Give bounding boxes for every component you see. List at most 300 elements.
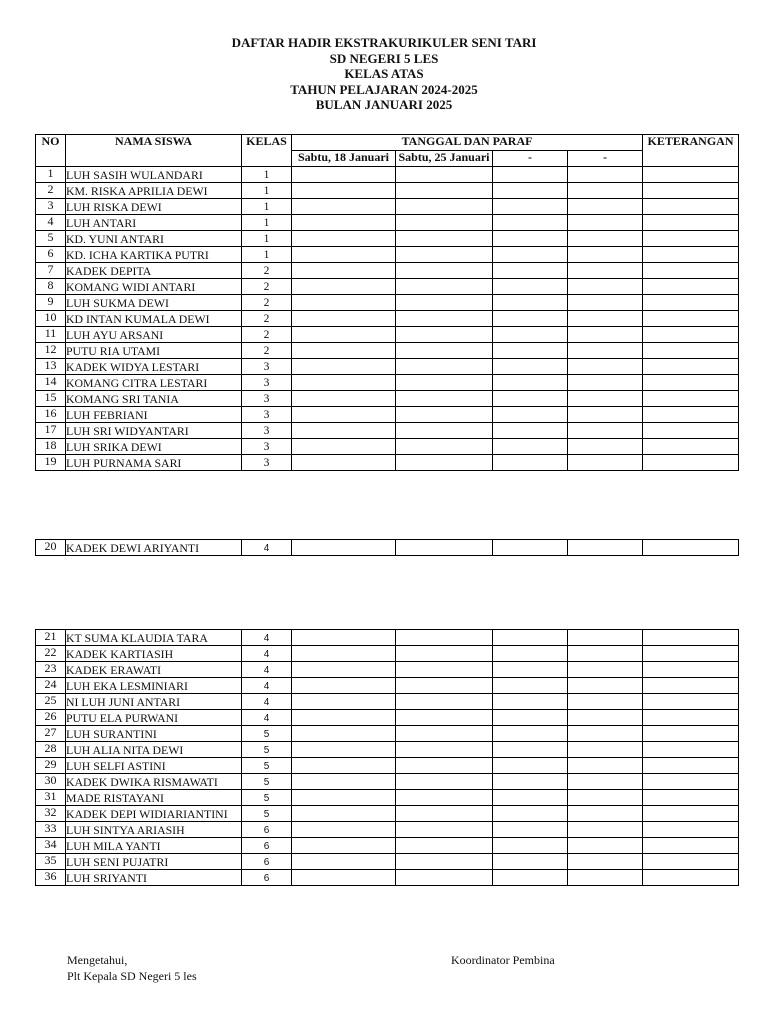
table-row bbox=[36, 327, 739, 343]
paraf-cell-2 bbox=[396, 359, 493, 375]
paraf-cell-2 bbox=[396, 774, 493, 790]
student-no: 4 bbox=[36, 215, 66, 231]
paraf-cell-2 bbox=[396, 630, 493, 646]
table-body-single bbox=[36, 540, 739, 556]
student-name: LUH SINTYA ARIASIH bbox=[66, 822, 242, 838]
student-kelas: 4 bbox=[242, 540, 292, 556]
table-row bbox=[36, 710, 739, 726]
paraf-cell-2 bbox=[396, 870, 493, 886]
student-name: KADEK WIDYA LESTARI bbox=[66, 359, 242, 375]
student-kelas: 1 bbox=[242, 247, 292, 263]
student-kelas: 4 bbox=[242, 646, 292, 662]
paraf-cell-2 bbox=[396, 758, 493, 774]
paraf-cell-2 bbox=[396, 646, 493, 662]
student-kelas: 3 bbox=[242, 359, 292, 375]
paraf-cell-4 bbox=[568, 540, 643, 556]
table-row bbox=[36, 646, 739, 662]
student-no: 33 bbox=[36, 822, 66, 838]
coordinator-label: Koordinator Pembina bbox=[451, 953, 555, 967]
student-no: 29 bbox=[36, 758, 66, 774]
keterangan-cell bbox=[643, 662, 739, 678]
paraf-cell-2 bbox=[396, 806, 493, 822]
paraf-cell-4 bbox=[568, 423, 643, 439]
student-kelas: 5 bbox=[242, 758, 292, 774]
paraf-cell-2 bbox=[396, 854, 493, 870]
paraf-cell-4 bbox=[568, 391, 643, 407]
keterangan-cell bbox=[643, 279, 739, 295]
paraf-cell-1 bbox=[292, 742, 396, 758]
paraf-cell-4 bbox=[568, 327, 643, 343]
student-kelas: 6 bbox=[242, 838, 292, 854]
keterangan-cell bbox=[643, 726, 739, 742]
table-row bbox=[36, 167, 739, 183]
student-kelas: 2 bbox=[242, 263, 292, 279]
table-row bbox=[36, 279, 739, 295]
paraf-cell-2 bbox=[396, 391, 493, 407]
paraf-cell-3 bbox=[493, 391, 568, 407]
header-kelas: KELAS bbox=[242, 135, 292, 167]
paraf-cell-4 bbox=[568, 247, 643, 263]
table-row bbox=[36, 854, 739, 870]
paraf-cell-3 bbox=[493, 327, 568, 343]
paraf-cell-2 bbox=[396, 790, 493, 806]
paraf-cell-2 bbox=[396, 455, 493, 471]
table-row bbox=[36, 630, 739, 646]
paraf-cell-4 bbox=[568, 199, 643, 215]
student-name: KM. RISKA APRILIA DEWI bbox=[66, 183, 242, 199]
student-kelas: 5 bbox=[242, 790, 292, 806]
student-name: LUH SRI WIDYANTARI bbox=[66, 423, 242, 439]
paraf-cell-1 bbox=[292, 183, 396, 199]
paraf-cell-1 bbox=[292, 343, 396, 359]
paraf-cell-1 bbox=[292, 870, 396, 886]
student-kelas: 4 bbox=[242, 678, 292, 694]
table-row bbox=[36, 423, 739, 439]
paraf-cell-1 bbox=[292, 646, 396, 662]
student-name: LUH SENI PUJATRI bbox=[66, 854, 242, 870]
student-name: KADEK KARTIASIH bbox=[66, 646, 242, 662]
student-no: 35 bbox=[36, 854, 66, 870]
student-no: 8 bbox=[36, 279, 66, 295]
paraf-cell-1 bbox=[292, 540, 396, 556]
student-name: KADEK ERAWATI bbox=[66, 662, 242, 678]
table-row bbox=[36, 231, 739, 247]
paraf-cell-3 bbox=[493, 343, 568, 359]
paraf-cell-2 bbox=[396, 215, 493, 231]
keterangan-cell bbox=[643, 790, 739, 806]
keterangan-cell bbox=[643, 838, 739, 854]
table-row bbox=[36, 215, 739, 231]
student-kelas: 4 bbox=[242, 694, 292, 710]
paraf-cell-4 bbox=[568, 359, 643, 375]
paraf-cell-3 bbox=[493, 822, 568, 838]
keterangan-cell bbox=[643, 540, 739, 556]
student-no: 21 bbox=[36, 630, 66, 646]
paraf-cell-1 bbox=[292, 838, 396, 854]
table-row bbox=[36, 407, 739, 423]
paraf-cell-3 bbox=[493, 646, 568, 662]
student-no: 12 bbox=[36, 343, 66, 359]
paraf-cell-2 bbox=[396, 327, 493, 343]
student-no: 15 bbox=[36, 391, 66, 407]
student-no: 24 bbox=[36, 678, 66, 694]
paraf-cell-4 bbox=[568, 455, 643, 471]
paraf-cell-3 bbox=[493, 199, 568, 215]
student-no: 14 bbox=[36, 375, 66, 391]
keterangan-cell bbox=[643, 375, 739, 391]
paraf-cell-3 bbox=[493, 540, 568, 556]
paraf-cell-2 bbox=[396, 183, 493, 199]
paraf-cell-3 bbox=[493, 790, 568, 806]
student-kelas: 2 bbox=[242, 311, 292, 327]
paraf-cell-4 bbox=[568, 343, 643, 359]
title-line-5: BULAN JANUARI 2025 bbox=[315, 97, 453, 113]
paraf-cell-4 bbox=[568, 870, 643, 886]
table-row bbox=[36, 742, 739, 758]
student-no: 5 bbox=[36, 231, 66, 247]
paraf-cell-4 bbox=[568, 694, 643, 710]
paraf-cell-4 bbox=[568, 630, 643, 646]
paraf-cell-3 bbox=[493, 630, 568, 646]
student-name: LUH PURNAMA SARI bbox=[66, 455, 242, 471]
paraf-cell-4 bbox=[568, 279, 643, 295]
paraf-cell-3 bbox=[493, 455, 568, 471]
student-name: KADEK DEPI WIDIARIANTINI bbox=[66, 806, 242, 822]
student-kelas: 3 bbox=[242, 407, 292, 423]
table-row bbox=[36, 806, 739, 822]
title-line-1: DAFTAR HADIR EKSTRAKURIKULER SENI TARI bbox=[231, 35, 537, 50]
title-line-2: SD NEGERI 5 LES bbox=[329, 50, 439, 66]
paraf-cell-2 bbox=[396, 263, 493, 279]
student-no: 9 bbox=[36, 295, 66, 311]
keterangan-cell bbox=[643, 678, 739, 694]
student-no: 30 bbox=[36, 774, 66, 790]
student-name: LUH FEBRIANI bbox=[66, 407, 242, 423]
keterangan-cell bbox=[643, 630, 739, 646]
student-no: 27 bbox=[36, 726, 66, 742]
student-no: 2 bbox=[36, 183, 66, 199]
student-name: NI LUH JUNI ANTARI bbox=[66, 694, 242, 710]
paraf-cell-4 bbox=[568, 439, 643, 455]
paraf-cell-3 bbox=[493, 838, 568, 854]
paraf-cell-4 bbox=[568, 838, 643, 854]
paraf-cell-1 bbox=[292, 263, 396, 279]
table-row bbox=[36, 678, 739, 694]
mengetahui-label: Mengetahui, bbox=[67, 953, 128, 967]
paraf-cell-1 bbox=[292, 694, 396, 710]
student-no: 17 bbox=[36, 423, 66, 439]
table-row bbox=[36, 311, 739, 327]
student-no: 36 bbox=[36, 870, 66, 886]
keterangan-cell bbox=[643, 183, 739, 199]
paraf-cell-3 bbox=[493, 806, 568, 822]
paraf-cell-3 bbox=[493, 183, 568, 199]
student-kelas: 2 bbox=[242, 295, 292, 311]
paraf-cell-2 bbox=[396, 279, 493, 295]
header-date-1: Sabtu, 18 Januari bbox=[292, 151, 396, 167]
paraf-cell-3 bbox=[493, 167, 568, 183]
student-name: LUH SUKMA DEWI bbox=[66, 295, 242, 311]
paraf-cell-3 bbox=[493, 295, 568, 311]
student-no: 28 bbox=[36, 742, 66, 758]
table-row bbox=[36, 295, 739, 311]
paraf-cell-4 bbox=[568, 678, 643, 694]
keterangan-cell bbox=[643, 263, 739, 279]
paraf-cell-2 bbox=[396, 694, 493, 710]
keterangan-cell bbox=[643, 854, 739, 870]
student-name: LUH AYU ARSANI bbox=[66, 327, 242, 343]
student-kelas: 3 bbox=[242, 423, 292, 439]
signature-left bbox=[67, 952, 197, 984]
paraf-cell-2 bbox=[396, 231, 493, 247]
paraf-cell-3 bbox=[493, 758, 568, 774]
paraf-cell-1 bbox=[292, 710, 396, 726]
paraf-cell-2 bbox=[396, 662, 493, 678]
table-row bbox=[36, 838, 739, 854]
paraf-cell-1 bbox=[292, 359, 396, 375]
table-row bbox=[36, 662, 739, 678]
keterangan-cell bbox=[643, 391, 739, 407]
paraf-cell-2 bbox=[396, 423, 493, 439]
paraf-cell-3 bbox=[493, 231, 568, 247]
paraf-cell-2 bbox=[396, 838, 493, 854]
student-name: KOMANG CITRA LESTARI bbox=[66, 375, 242, 391]
student-kelas: 2 bbox=[242, 343, 292, 359]
paraf-cell-4 bbox=[568, 646, 643, 662]
keterangan-cell bbox=[643, 646, 739, 662]
paraf-cell-1 bbox=[292, 375, 396, 391]
paraf-cell-3 bbox=[493, 678, 568, 694]
student-no: 25 bbox=[36, 694, 66, 710]
paraf-cell-2 bbox=[396, 678, 493, 694]
paraf-cell-3 bbox=[493, 694, 568, 710]
paraf-cell-2 bbox=[396, 540, 493, 556]
student-kelas: 3 bbox=[242, 455, 292, 471]
title-line-4: TAHUN PELAJARAN 2024-2025 bbox=[290, 81, 478, 97]
title-line-3: KELAS ATAS bbox=[344, 66, 424, 82]
student-name: LUH ALIA NITA DEWI bbox=[66, 742, 242, 758]
paraf-cell-1 bbox=[292, 806, 396, 822]
table-row bbox=[36, 726, 739, 742]
attendance-table-continued bbox=[35, 629, 739, 886]
student-name: PUTU RIA UTAMI bbox=[66, 343, 242, 359]
student-name: KD. YUNI ANTARI bbox=[66, 231, 242, 247]
paraf-cell-2 bbox=[396, 439, 493, 455]
paraf-cell-2 bbox=[396, 311, 493, 327]
keterangan-cell bbox=[643, 231, 739, 247]
paraf-cell-2 bbox=[396, 295, 493, 311]
student-name: MADE RISTAYANI bbox=[66, 790, 242, 806]
student-name: KD INTAN KUMALA DEWI bbox=[66, 311, 242, 327]
paraf-cell-3 bbox=[493, 215, 568, 231]
student-kelas: 6 bbox=[242, 870, 292, 886]
keterangan-cell bbox=[643, 742, 739, 758]
student-kelas: 1 bbox=[242, 215, 292, 231]
paraf-cell-1 bbox=[292, 311, 396, 327]
student-name: KADEK DEWI ARIYANTI bbox=[66, 540, 242, 556]
header-keterangan: KETERANGAN bbox=[643, 135, 739, 167]
student-no: 22 bbox=[36, 646, 66, 662]
paraf-cell-1 bbox=[292, 295, 396, 311]
paraf-cell-4 bbox=[568, 806, 643, 822]
student-kelas: 5 bbox=[242, 726, 292, 742]
paraf-cell-4 bbox=[568, 662, 643, 678]
student-no: 31 bbox=[36, 790, 66, 806]
keterangan-cell bbox=[643, 822, 739, 838]
student-name: LUH SRIKA DEWI bbox=[66, 439, 242, 455]
student-kelas: 1 bbox=[242, 167, 292, 183]
student-no: 1 bbox=[36, 167, 66, 183]
header-name: NAMA SISWA bbox=[66, 135, 242, 167]
student-no: 34 bbox=[36, 838, 66, 854]
student-kelas: 1 bbox=[242, 183, 292, 199]
paraf-cell-3 bbox=[493, 263, 568, 279]
paraf-cell-2 bbox=[396, 726, 493, 742]
signature-right bbox=[451, 952, 555, 968]
paraf-cell-1 bbox=[292, 327, 396, 343]
paraf-cell-3 bbox=[493, 870, 568, 886]
paraf-cell-1 bbox=[292, 774, 396, 790]
paraf-cell-4 bbox=[568, 742, 643, 758]
student-kelas: 1 bbox=[242, 231, 292, 247]
paraf-cell-4 bbox=[568, 167, 643, 183]
paraf-cell-3 bbox=[493, 439, 568, 455]
table-row bbox=[36, 455, 739, 471]
student-name: LUH SURANTINI bbox=[66, 726, 242, 742]
student-no: 3 bbox=[36, 199, 66, 215]
paraf-cell-4 bbox=[568, 183, 643, 199]
student-no: 13 bbox=[36, 359, 66, 375]
student-no: 7 bbox=[36, 263, 66, 279]
table-row bbox=[36, 540, 739, 556]
keterangan-cell bbox=[643, 806, 739, 822]
paraf-cell-4 bbox=[568, 854, 643, 870]
header-date-3: - bbox=[493, 151, 568, 167]
student-name: KOMANG WIDI ANTARI bbox=[66, 279, 242, 295]
table-row bbox=[36, 439, 739, 455]
table-row bbox=[36, 822, 739, 838]
paraf-cell-3 bbox=[493, 662, 568, 678]
paraf-cell-4 bbox=[568, 790, 643, 806]
paraf-cell-2 bbox=[396, 167, 493, 183]
student-no: 23 bbox=[36, 662, 66, 678]
student-kelas: 3 bbox=[242, 391, 292, 407]
paraf-cell-4 bbox=[568, 407, 643, 423]
paraf-cell-3 bbox=[493, 311, 568, 327]
paraf-cell-3 bbox=[493, 726, 568, 742]
paraf-cell-2 bbox=[396, 710, 493, 726]
paraf-cell-1 bbox=[292, 247, 396, 263]
student-kelas: 4 bbox=[242, 662, 292, 678]
header-date-4: - bbox=[568, 151, 643, 167]
paraf-cell-4 bbox=[568, 311, 643, 327]
student-name: KT SUMA KLAUDIA TARA bbox=[66, 630, 242, 646]
student-kelas: 4 bbox=[242, 710, 292, 726]
student-kelas: 3 bbox=[242, 375, 292, 391]
keterangan-cell bbox=[643, 215, 739, 231]
keterangan-cell bbox=[643, 774, 739, 790]
table-row bbox=[36, 774, 739, 790]
paraf-cell-1 bbox=[292, 678, 396, 694]
paraf-cell-1 bbox=[292, 630, 396, 646]
table-row bbox=[36, 343, 739, 359]
table-row bbox=[36, 694, 739, 710]
student-name: KADEK DWIKA RISMAWATI bbox=[66, 774, 242, 790]
headmaster-label: Plt Kepala SD Negeri 5 les bbox=[67, 969, 197, 983]
keterangan-cell bbox=[643, 199, 739, 215]
table-row bbox=[36, 199, 739, 215]
student-kelas: 5 bbox=[242, 774, 292, 790]
student-name: LUH EKA LESMINIARI bbox=[66, 678, 242, 694]
paraf-cell-2 bbox=[396, 742, 493, 758]
student-name: LUH SASIH WULANDARI bbox=[66, 167, 242, 183]
student-name: KADEK DEPITA bbox=[66, 263, 242, 279]
paraf-cell-1 bbox=[292, 662, 396, 678]
student-name: LUH ANTARI bbox=[66, 215, 242, 231]
keterangan-cell bbox=[643, 694, 739, 710]
student-kelas: 3 bbox=[242, 439, 292, 455]
paraf-cell-1 bbox=[292, 854, 396, 870]
keterangan-cell bbox=[643, 423, 739, 439]
paraf-cell-1 bbox=[292, 455, 396, 471]
header-no: NO bbox=[36, 135, 66, 167]
keterangan-cell bbox=[643, 295, 739, 311]
keterangan-cell bbox=[643, 439, 739, 455]
paraf-cell-4 bbox=[568, 263, 643, 279]
student-kelas: 2 bbox=[242, 327, 292, 343]
paraf-cell-3 bbox=[493, 247, 568, 263]
paraf-cell-1 bbox=[292, 758, 396, 774]
table-row bbox=[36, 870, 739, 886]
paraf-cell-3 bbox=[493, 742, 568, 758]
keterangan-cell bbox=[643, 311, 739, 327]
paraf-cell-4 bbox=[568, 215, 643, 231]
paraf-cell-1 bbox=[292, 790, 396, 806]
student-kelas: 6 bbox=[242, 822, 292, 838]
student-name: LUH RISKA DEWI bbox=[66, 199, 242, 215]
student-no: 32 bbox=[36, 806, 66, 822]
paraf-cell-1 bbox=[292, 231, 396, 247]
keterangan-cell bbox=[643, 359, 739, 375]
table-row bbox=[36, 391, 739, 407]
keterangan-cell bbox=[643, 455, 739, 471]
header-date-2: Sabtu, 25 Januari bbox=[396, 151, 493, 167]
student-kelas: 4 bbox=[242, 630, 292, 646]
student-kelas: 2 bbox=[242, 279, 292, 295]
table-body-continued bbox=[36, 630, 739, 886]
table-row bbox=[36, 247, 739, 263]
paraf-cell-4 bbox=[568, 758, 643, 774]
keterangan-cell bbox=[643, 710, 739, 726]
keterangan-cell bbox=[643, 343, 739, 359]
attendance-table-single bbox=[35, 539, 739, 556]
student-no: 26 bbox=[36, 710, 66, 726]
paraf-cell-3 bbox=[493, 407, 568, 423]
table-row bbox=[36, 183, 739, 199]
student-no: 16 bbox=[36, 407, 66, 423]
table-body-main bbox=[36, 167, 739, 471]
paraf-cell-3 bbox=[493, 854, 568, 870]
student-no: 18 bbox=[36, 439, 66, 455]
student-name: LUH SELFI ASTINI bbox=[66, 758, 242, 774]
student-no: 11 bbox=[36, 327, 66, 343]
keterangan-cell bbox=[643, 167, 739, 183]
paraf-cell-1 bbox=[292, 279, 396, 295]
paraf-cell-2 bbox=[396, 343, 493, 359]
paraf-cell-1 bbox=[292, 199, 396, 215]
student-kelas: 1 bbox=[242, 199, 292, 215]
student-name: KD. ICHA KARTIKA PUTRI bbox=[66, 247, 242, 263]
